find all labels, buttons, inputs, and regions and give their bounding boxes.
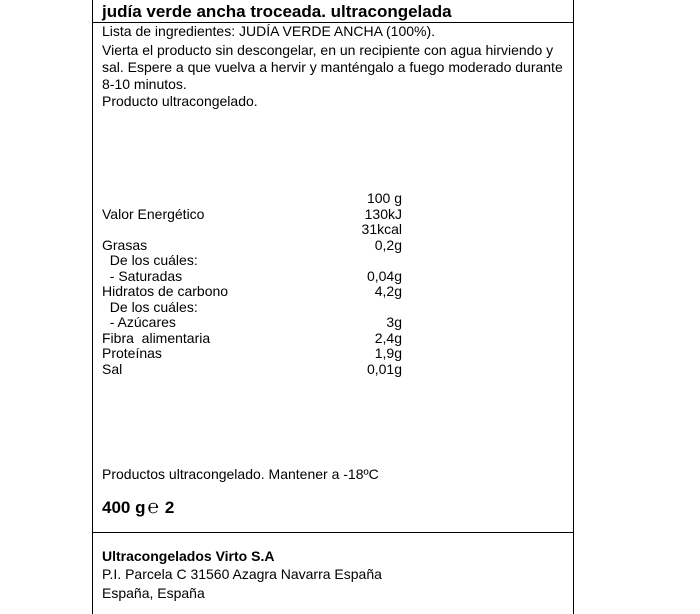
weight-amount: 400 g [102,498,146,517]
nutrient-name: De los cuáles: [102,252,198,268]
nutrient-value: 0,04g [366,268,402,284]
nutrient-name: - Azúcares [102,314,176,330]
nutrition-row [102,283,402,299]
nutrient-name: Valor Energético [102,206,205,222]
manufacturer-country: España, España [102,585,205,601]
nutrient-name: Grasas [102,237,148,253]
manufacturer-name: Ultracongelados Virto S.A [102,548,275,564]
product-note: Producto ultracongelado. [102,93,258,109]
nutrition-row [102,330,402,346]
estimated-sign-icon: ℮ [147,497,159,518]
nutrition-row [102,237,402,253]
nutrition-header: 100 g [366,190,402,206]
nutrient-name: Proteínas [102,345,162,361]
nutrient-name: Sal [102,361,123,377]
nutrition-header-row [102,190,402,206]
footer-divider [92,532,574,533]
nutrition-row [102,252,402,268]
nutrient-value: 2,4g [374,330,402,346]
nutrient-value: 0,01g [366,361,402,377]
nutrient-value: 4,2g [374,283,402,299]
nutrient-value: 130kJ [364,206,402,222]
nutrition-row [102,206,402,222]
nutrition-row [102,299,402,315]
nutrient-value: 1,9g [374,345,402,361]
nutrition-row [102,361,402,377]
preparation-instructions: Vierta el producto sin descongelar, en un recipiente con agua hirviendo y sal. Espere a que vuelva a hervir y manténgalo a fuego moderado durante 8-10 minutos. [102,42,563,92]
ingredients-list: Lista de ingredientes: JUDÍA VERDE ANCHA (100%). [102,23,436,39]
storage-instructions: Productos ultracongelado. Mantener a -18ºC [102,466,379,482]
nutrient-value: 0,2g [374,237,402,253]
nutrition-row [102,268,402,284]
net-weight [102,497,174,519]
product-title: judía verde ancha troceada. ultracongelada [102,2,452,21]
nutrition-row [102,221,402,237]
nutrient-name: De los cuáles: [102,299,198,315]
nutrient-name: Hidratos de carbono [102,283,229,299]
nutrition-row [102,345,402,361]
manufacturer-address: P.I. Parcela C 31560 Azagra Navarra España [102,566,382,582]
nutrient-name: Fibra alimentaria [102,330,211,346]
unit-count: 2 [164,498,175,517]
nutrient-value: 31kcal [361,221,402,237]
nutrient-name: - Saturadas [102,268,183,284]
nutrient-value: 3g [386,314,402,330]
nutrition-row [102,314,402,330]
